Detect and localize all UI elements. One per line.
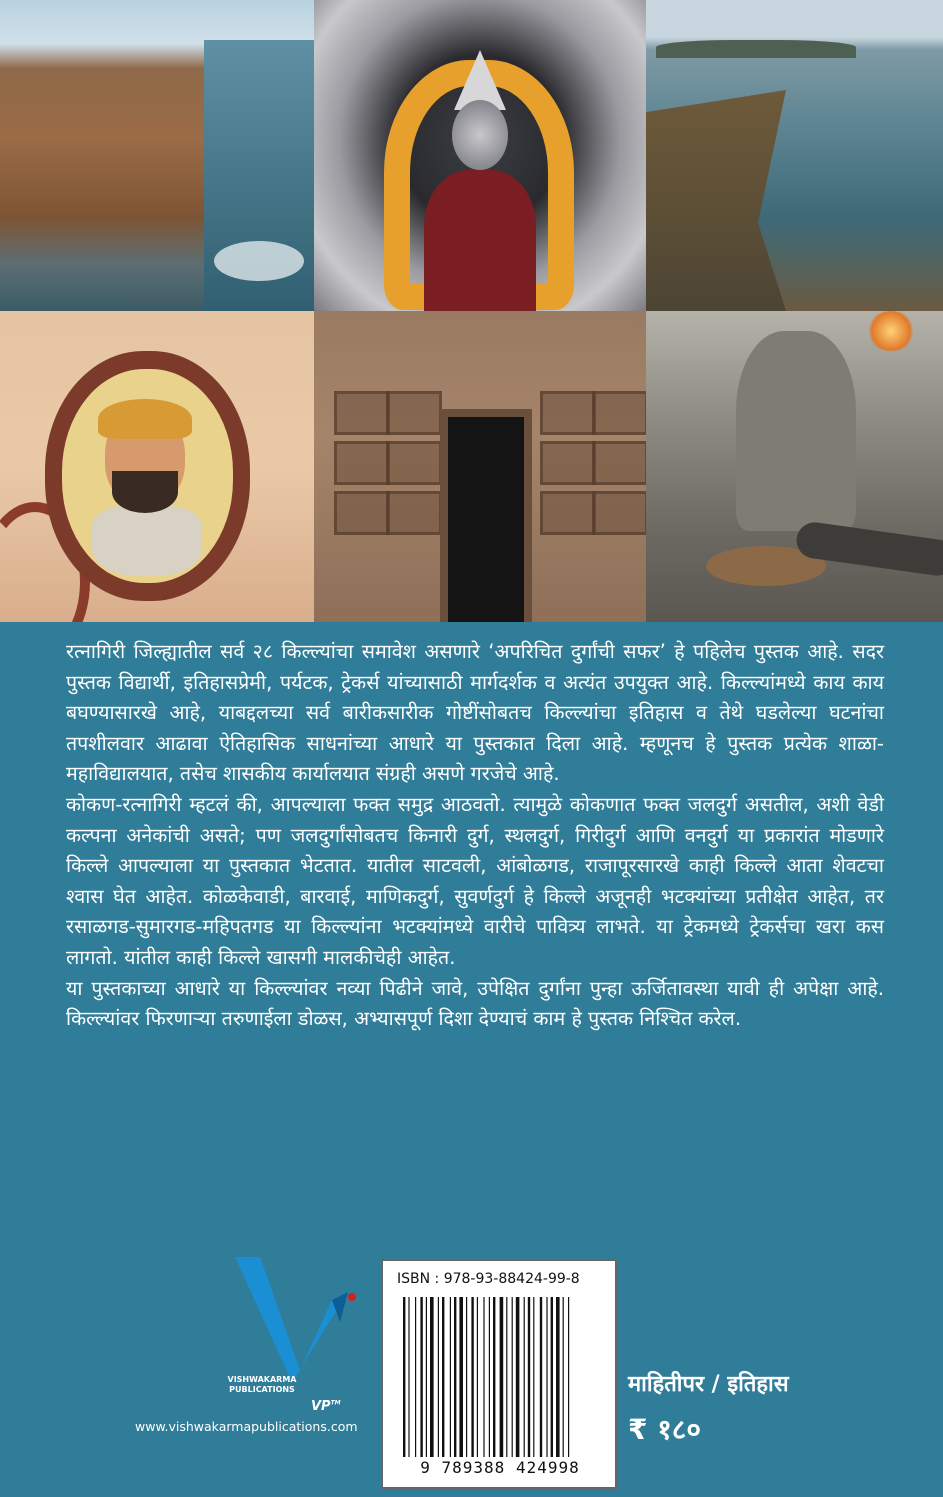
publisher-website: www.vishwakarmapublications.com [135, 1419, 358, 1434]
barcode-bar [551, 1297, 553, 1457]
barcode-bar [500, 1297, 504, 1457]
barcode-bar [438, 1297, 439, 1457]
barcode-bar [430, 1297, 434, 1457]
barcode-bar [556, 1297, 560, 1457]
description-paragraph-3: या पुस्तकाच्या आधारे या किल्ल्यांवर नव्या पिढीने जावे, उपेक्षित दुर्गांना पुन्हा ऊर्जितावस्था यावी ही अपेक्षा आहे. किल्ल्यांवर फिरणाऱ्या तरुणाईला डोळस, अभ्यासपूर्ण दिशा देण्याचं काम हे पुस्तक निश्चित करेल. [66, 976, 884, 1031]
barcode-bar [546, 1297, 547, 1457]
photo-collage [0, 0, 943, 622]
barcode-bar [568, 1297, 569, 1457]
barcode-bar [403, 1297, 405, 1457]
barcode-number: 9 789388 424998 [420, 1458, 580, 1477]
rock-cut-cave-photo [314, 311, 646, 622]
barcode-bar [528, 1297, 530, 1457]
book-category: माहितीपर / इतिहास [628, 1372, 789, 1397]
barcode-bar [489, 1297, 490, 1457]
publisher-name: VISHWAKARMA PUBLICATIONS [227, 1375, 297, 1394]
barcode-bar [533, 1297, 534, 1457]
barcode-bar [471, 1297, 473, 1457]
barcode-bar [512, 1297, 513, 1457]
barcode-bar [459, 1297, 463, 1457]
book-price: ₹ १८० [628, 1413, 701, 1446]
barcode-bar [408, 1297, 409, 1457]
barcode-bar [454, 1297, 456, 1457]
barcode-bar [426, 1297, 427, 1457]
barcode-bar [493, 1297, 495, 1457]
description-paragraph-1: रत्नागिरी जिल्ह्यातील सर्व २८ किल्ल्यांचा समावेश असणारे ‘अपरिचित दुर्गांची सफर’ हे पहिलेच पुस्तक आहे. सदर पुस्तक विद्यार्थी, इतिहासप्रेमी, पर्यटक, ट्रेकर्स यांच्यासाठी मार्गदर्शक व अत्यंत उपयुक्त आहे. किल्ल्यांमध्ये काय काय बघण्यासारखे आहे, याबद्दलच्या सर्व बारीकसारीक गोष्टींसोबतच किल्ल्यांचा इतिहास व तेथे घडलेल्या घटनांचा तपशीलवार आढावा ऐतिहासिक साधनांच्या आधारे या पुस्तकात दिला आहे. म्हणूनच हे पुस्तक प्रत्येक शाळा-महाविद्यालयात, तसेच शासकीय कार्यालयात संग्रही असणे गरजेचे आहे. [66, 640, 884, 786]
description-paragraph-2: कोकण-रत्नागिरी म्हटलं की, आपल्याला फक्त समुद्र आठवतो. त्यामुळे कोकणात फक्त जलदुर्ग असतील, अशी वेडी कल्पना अनेकांची असते; पण जलदुर्गांसोबतच किनारी दुर्ग, स्थलदुर्ग, गिरीदुर्ग आणि वनदुर्ग या प्रकारांत मोडणारे किल्ले आपल्याला या पुस्तकात भेटतात. यातील साटवली, आंबोळगड, राजापूरसारखे काही किल्ले आता शेवटचा श्वास घेत आहेत. कोळकेवाडी, बारवाई, माणिकदुर्ग, सुवर्णदुर्ग हे किल्ले अजूनही भटक्यांच्या प्रतीक्षेत आहेत, तर रसाळगड-सुमारगड-महिपतगड या किल्ल्यांना भटक्यांमध्ये वारीचे पावित्र्य लाभते. या ट्रेकमध्ये ट्रेकर्सचा खरा कस लागतो. यांतील काही किल्ले खासगी मालकीचेही आहेत. [66, 792, 884, 969]
barcode-bar [563, 1297, 564, 1457]
barcode-bars [401, 1297, 601, 1457]
barcode-bar [516, 1297, 520, 1457]
barcode-bar [524, 1297, 525, 1457]
ruins-shrine-photo [646, 311, 943, 622]
sea-fort-photo [646, 0, 943, 311]
barcode-bar [466, 1297, 467, 1457]
barcode-bar [420, 1297, 422, 1457]
barcode-bar [442, 1297, 444, 1457]
barcode-bar [506, 1297, 507, 1457]
barcode-bar [477, 1297, 478, 1457]
barcode-bar [540, 1297, 542, 1457]
isbn-barcode [381, 1259, 617, 1489]
isbn-label: ISBN : 978-93-88424-99-8 [397, 1271, 580, 1287]
coastal-cliff-photo [0, 0, 314, 311]
barcode-bar [415, 1297, 416, 1457]
deity-idol-photo [314, 0, 646, 311]
barcode-bar [483, 1297, 484, 1457]
book-description [66, 637, 884, 1035]
publisher-mark: VP™ [311, 1399, 341, 1414]
barcode-bar [450, 1297, 451, 1457]
warrior-portrait-photo [0, 311, 314, 622]
